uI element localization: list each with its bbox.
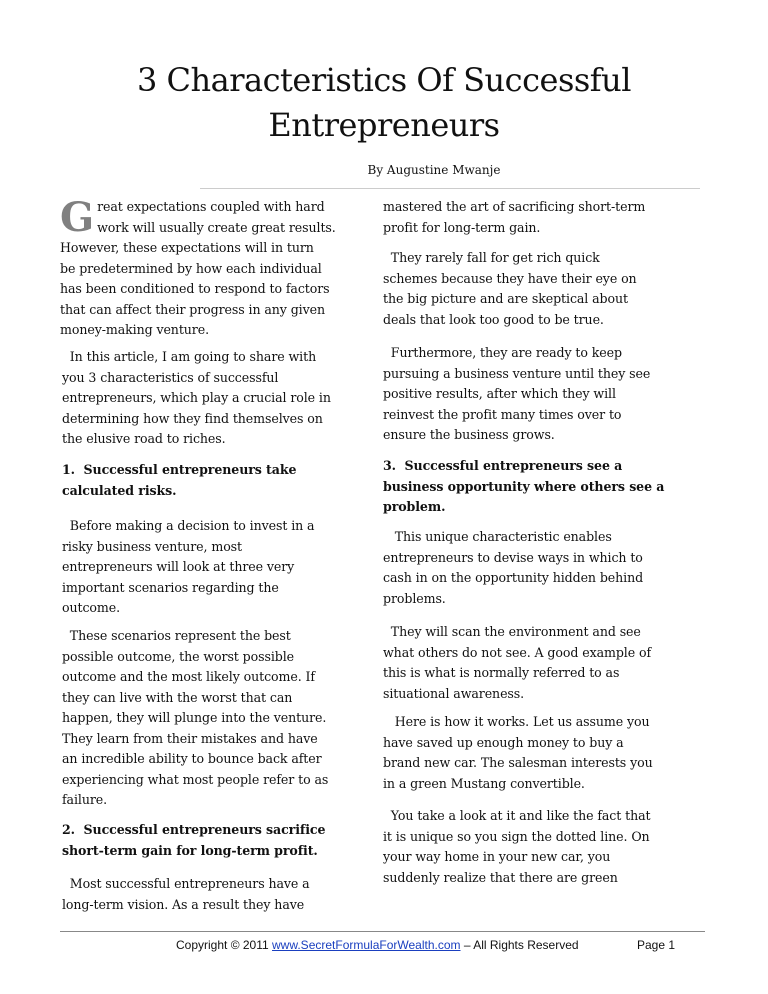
paragraph: mastered the art of sacrificing short-term profit for long-term gain. bbox=[383, 199, 646, 235]
page-number: Page 1 bbox=[637, 938, 676, 952]
document-title-line2: Entrepreneurs bbox=[268, 106, 500, 144]
footer-divider bbox=[60, 931, 705, 932]
paragraph: You take a look at it and like the fact that it is unique so you sign the dotted line. On your way home in your new car, you suddenly realize that there are green bbox=[383, 808, 651, 885]
rights-text: – All Rights Reserved bbox=[460, 938, 579, 952]
paragraph: This unique characteristic enables entrepreneurs to devise ways in which to cash in on the opportunity hidden behind problems. bbox=[383, 529, 644, 606]
paragraph: Most successful entrepreneurs have a long-term vision. As a result they have bbox=[62, 876, 310, 912]
paragraph: In this article, I am going to share with you 3 characteristics of successful entrepreneurs, which play a crucial role in determining how they find themselves on the elusive road to riches. bbox=[62, 349, 331, 446]
copyright-text: Copyright © 2011 bbox=[176, 938, 273, 952]
footer-copyright bbox=[176, 938, 579, 952]
paragraph: reat expectations coupled with hard work will usually create great results. However, these expectations will in turn be predetermined by how each individual has been conditioned to respond to factors that can affect their progress in any given money-making venture. bbox=[60, 199, 336, 337]
section-heading-1: 1. Successful entrepreneurs take calculated risks. bbox=[62, 462, 297, 498]
byline: By Augustine Mwanje bbox=[367, 163, 501, 177]
paragraph: They will scan the environment and see what others do not see. A good example of this is what is normally referred to as situational awareness. bbox=[383, 624, 652, 701]
section-heading-3: 3. Successful entrepreneurs see a business opportunity where others see a problem. bbox=[383, 458, 665, 514]
drop-cap: G bbox=[60, 194, 95, 241]
website-link[interactable]: www.SecretFormulaForWealth.com bbox=[272, 938, 461, 952]
paragraph: They rarely fall for get rich quick schemes because they have their eye on the big picture and are skeptical about deals that look too good to be true. bbox=[383, 250, 637, 327]
header-divider bbox=[200, 188, 700, 189]
section-heading-2: 2. Successful entrepreneurs sacrifice short-term gain for long-term profit. bbox=[62, 822, 326, 858]
intro-paragraph bbox=[60, 194, 380, 341]
document-title-line1: 3 Characteristics Of Successful bbox=[137, 61, 631, 99]
paragraph: These scenarios represent the best possible outcome, the worst possible outcome and the most likely outcome. If they can live with the worst that can happen, they will plunge into the venture. They learn from their mistakes and have an incredible ability to bounce back after experiencing what most people refer to as failure. bbox=[62, 628, 329, 807]
paragraph: Before making a decision to invest in a risky business venture, most entrepreneurs will look at three very important scenarios regarding the outcome. bbox=[62, 518, 315, 615]
paragraph: Furthermore, they are ready to keep pursuing a business venture until they see positive results, after which they will reinvest the profit many times over to ensure the business grows. bbox=[383, 345, 651, 442]
paragraph: Here is how it works. Let us assume you have saved up enough money to buy a brand new car. The salesman interests you in a green Mustang convertible. bbox=[383, 714, 653, 791]
